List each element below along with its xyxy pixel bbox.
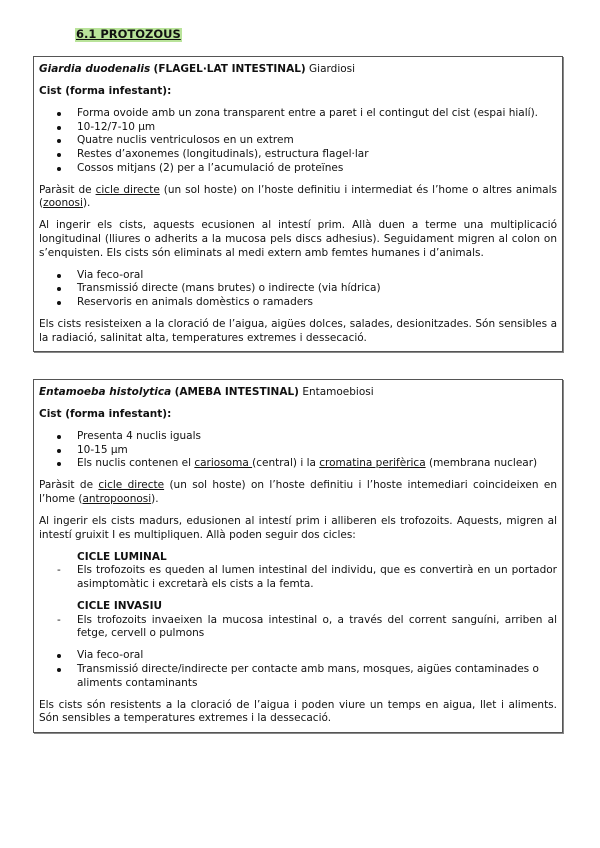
cist-heading: Cist (forma infestant): (39, 85, 172, 98)
underlined-term: cicle directe (95, 183, 160, 196)
text: (un sol hoste) on l’hoste definitiu i l’hoste intemediari coincideixen en l’home ( (39, 479, 557, 506)
underlined-term: zoonosi (43, 197, 83, 210)
list-item: Via feco-oral (77, 649, 557, 663)
text: Paràsit de (39, 183, 96, 196)
list-item: 10-12/7-10 µm (77, 121, 557, 135)
list-item: Reservoris en animals domèstics o ramaders (77, 296, 557, 310)
disease-name: Entamoebiosi (302, 386, 374, 398)
cist-heading: Cist (forma infestant): (39, 408, 172, 421)
cycle-paragraph (39, 479, 557, 506)
list-item: Transmissió directe (mans brutes) o indirecte (via hídrica) (77, 282, 557, 296)
text: (central) i la (252, 457, 320, 470)
giardia-box (33, 56, 563, 352)
list-item (77, 457, 557, 471)
list-item: 10-15 µm (77, 444, 557, 458)
list-item: Transmissió directe/indirecte per contacte amb mans, mosques, aigües contaminades o aliments contaminants (77, 663, 557, 690)
list-item: Forma ovoide amb un zona transparent entre a paret i el contingut del cist (espai hialí). (77, 107, 557, 121)
text: (un sol hoste) on l’hoste definitiu i intermediat és l’home o altres animals ( (39, 183, 557, 210)
cycle-paragraph (39, 184, 557, 211)
species-name: Entamoeba histolytica (39, 386, 172, 398)
resistance-paragraph: Els cists resisteixen a la cloració de l’aigua, aigües dolces, salades, desionitzades. Són sensibles a la radiació, salinitat alta, temperatures extremes i dessecació. (39, 317, 557, 344)
underlined-term: antropoonosi (82, 493, 152, 506)
life-cycle-paragraph: Al ingerir els cists, aquests ecusionen al intestí prim. Allà duen a terme una multiplicació longitudinal (lliures o adherits a la mucosa pels discs adhesius). Seguidament migren al colon on s’enquisten. Els cists són eliminats al medi extern amb femtes humanes i d’animals. (39, 219, 557, 259)
section-title: 6.1 PROTOZOUS (76, 27, 181, 41)
text: ). (151, 493, 159, 506)
giardia-header (39, 63, 557, 77)
text: (membrana nuclear) (425, 457, 538, 470)
disease-name: Giardiosi (309, 63, 356, 75)
list-item: Presenta 4 nuclis iguals (77, 430, 557, 444)
cycle-heading: CICLE LUMINAL (77, 550, 167, 563)
underlined-term: cariosoma (194, 457, 253, 470)
cist-list (39, 107, 557, 175)
text: Paràsit de (39, 479, 99, 492)
life-cycle-paragraph: Al ingerir els cists madurs, edusionen al intestí prim i alliberen els trofozoits. Aquests, migren al intestí gruixit I es multipliquen. Allà poden seguir dos cicles: (39, 515, 557, 541)
list-item: Quatre nuclis ventriculosos en un extrem (77, 134, 557, 148)
underlined-term: cromatina perifèrica (319, 457, 426, 470)
text: ). (82, 197, 91, 210)
text: Els nuclis contenen el (77, 457, 195, 470)
transmission-list (39, 649, 557, 690)
entamoeba-box (33, 379, 563, 733)
transmission-list (39, 269, 557, 310)
cycle-invasiu (39, 600, 557, 641)
cycle-text: - Els trofozoits es queden al lumen intestinal del individu, que es convertirà en un portador asimptomàtic i excretarà els cists a la femta. (39, 564, 557, 591)
cycle-text: - Els trofozoits invaeixen la mucosa intestinal o, a través del corrent sanguíni, arriben al fetge, cervell o pulmons (39, 614, 557, 641)
list-item: Cossos mitjans (2) per a l’acumulació de proteïnes (77, 162, 557, 176)
cycle-heading: CICLE INVASIU (77, 600, 163, 613)
cycle-luminal (39, 551, 557, 592)
entamoeba-header (39, 386, 557, 400)
list-item: Restes d’axonemes (longitudinals), estructura flagel·lar (77, 148, 557, 162)
list-item: Via feco-oral (77, 269, 557, 283)
resistance-paragraph: Els cists són resistents a la cloració de l’aigua i poden viure un temps en aigua, llet i aliments. Són sensibles a temperatures extremes i la dessecació. (39, 698, 557, 725)
cist-list (39, 430, 557, 471)
group-name: (FLAGEL·LAT INTESTINAL) (153, 63, 306, 75)
group-name: (AMEBA INTESTINAL) (174, 386, 299, 398)
underlined-term: cicle directe (98, 479, 165, 492)
species-name: Giardia duodenalis (39, 63, 151, 75)
